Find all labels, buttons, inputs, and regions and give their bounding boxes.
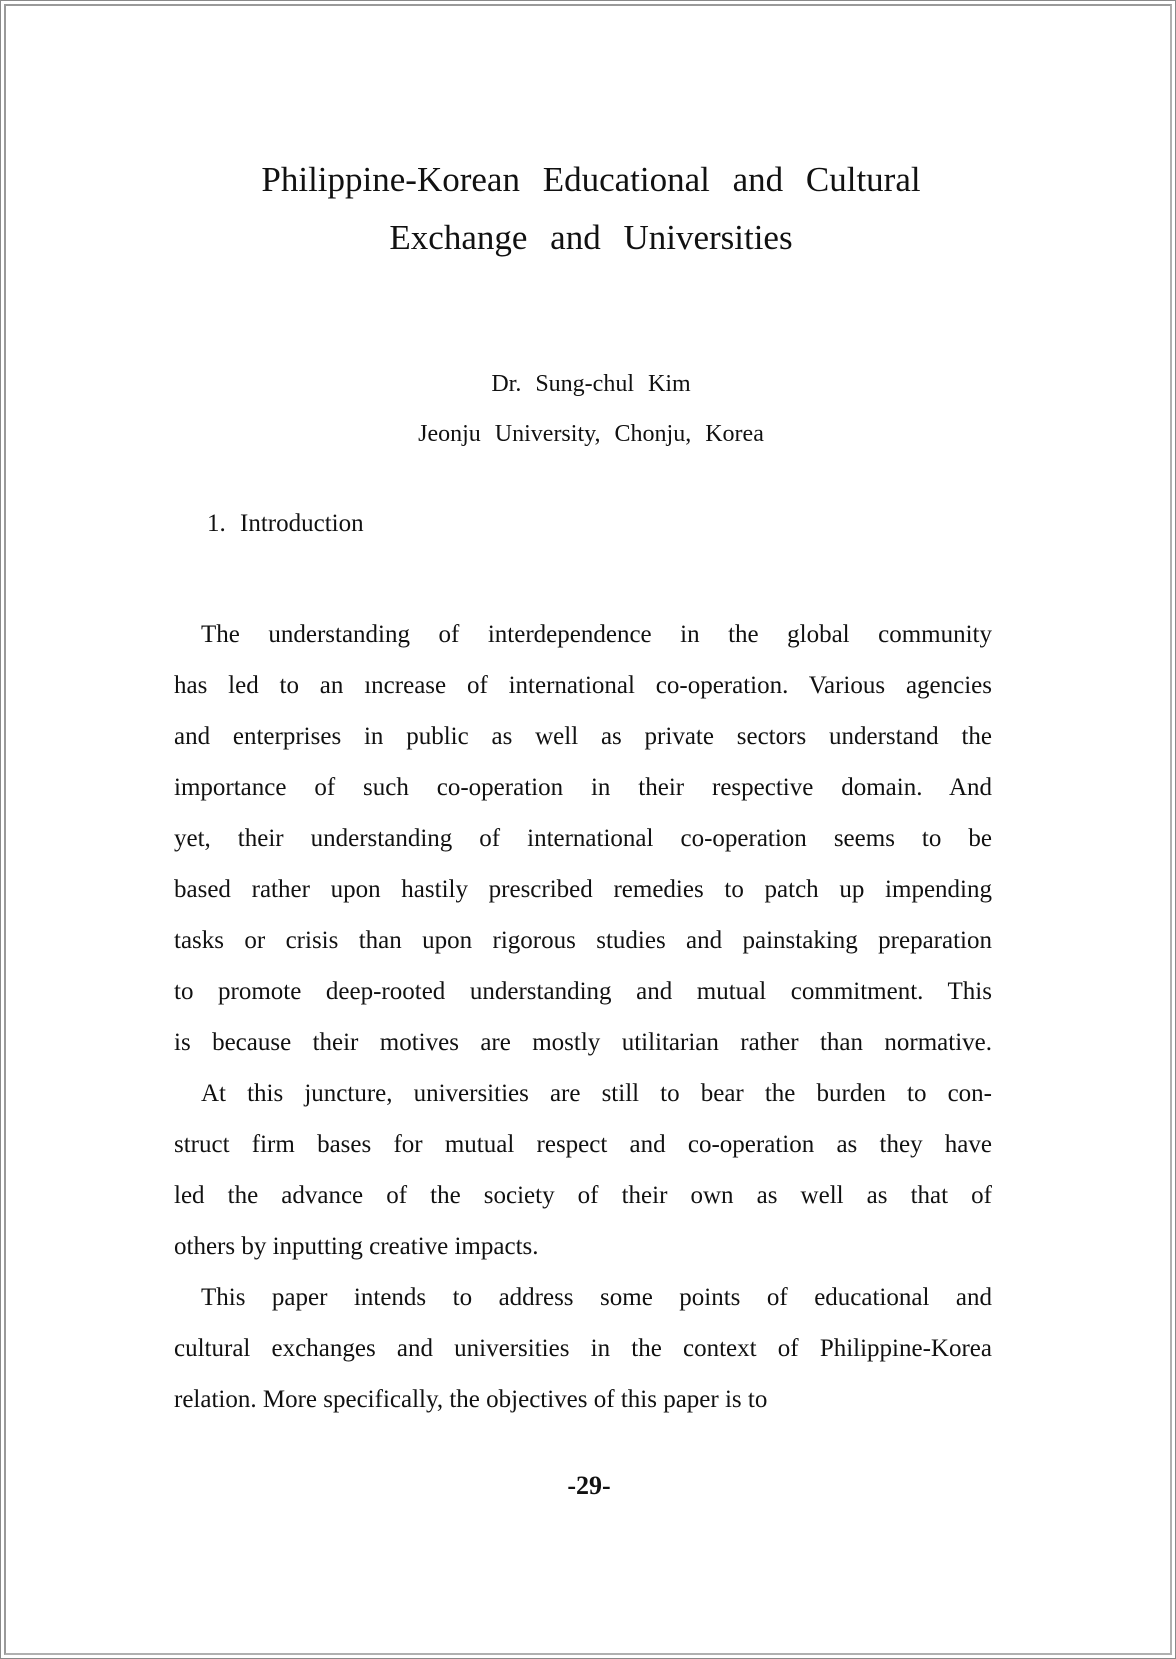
text-line: is because their motives are mostly utilitarian rather than normative. <box>174 1029 992 1056</box>
text-line: based rather upon hastily prescribed remedies to patch up impending <box>174 876 992 903</box>
paper-title <box>151 151 1031 267</box>
author-affiliation: Jeonju University, Chonju, Korea <box>418 421 764 447</box>
page-number: -29- <box>567 1471 611 1500</box>
body-text <box>174 609 992 1425</box>
text-line: to promote deep-rooted understanding and mutual commitment. This <box>174 978 992 1005</box>
paragraph-2 <box>174 1068 992 1272</box>
title-line-1: Philippine-Korean Educational and Cultural <box>261 160 921 199</box>
author-block <box>231 359 951 459</box>
text-line: struct firm bases for mutual respect and co-operation as they have <box>174 1131 992 1158</box>
text-line: relation. More specifically, the objectives of this paper is to <box>174 1386 768 1413</box>
paragraph-3 <box>174 1272 992 1425</box>
text-line: tasks or crisis than upon rigorous studies and painstaking preparation <box>174 927 992 954</box>
text-line: and enterprises in public as well as private sectors understand the <box>174 723 992 750</box>
text-line: yet, their understanding of international co-operation seems to be <box>174 825 992 852</box>
paragraph-1 <box>174 609 992 1068</box>
author-name: Dr. Sung-chul Kim <box>491 371 691 397</box>
text-line: importance of such co-operation in their respective domain. And <box>174 774 992 801</box>
text-line: At this juncture, universities are still to bear the burden to con- <box>201 1080 992 1107</box>
text-line: others by inputting creative impacts. <box>174 1233 539 1260</box>
text-line: This paper intends to address some points of educational and <box>201 1284 992 1311</box>
text-line: led the advance of the society of their own as well as that of <box>174 1182 992 1209</box>
text-line: The understanding of interdependence in the global community <box>201 621 992 648</box>
text-line: has led to an ıncrease of international co-operation. Various agencies <box>174 672 992 699</box>
section-heading-introduction: 1. Introduction <box>207 510 364 537</box>
text-line: cultural exchanges and universities in the context of Philippine-Korea <box>174 1335 992 1362</box>
title-line-2: Exchange and Universities <box>389 218 793 257</box>
